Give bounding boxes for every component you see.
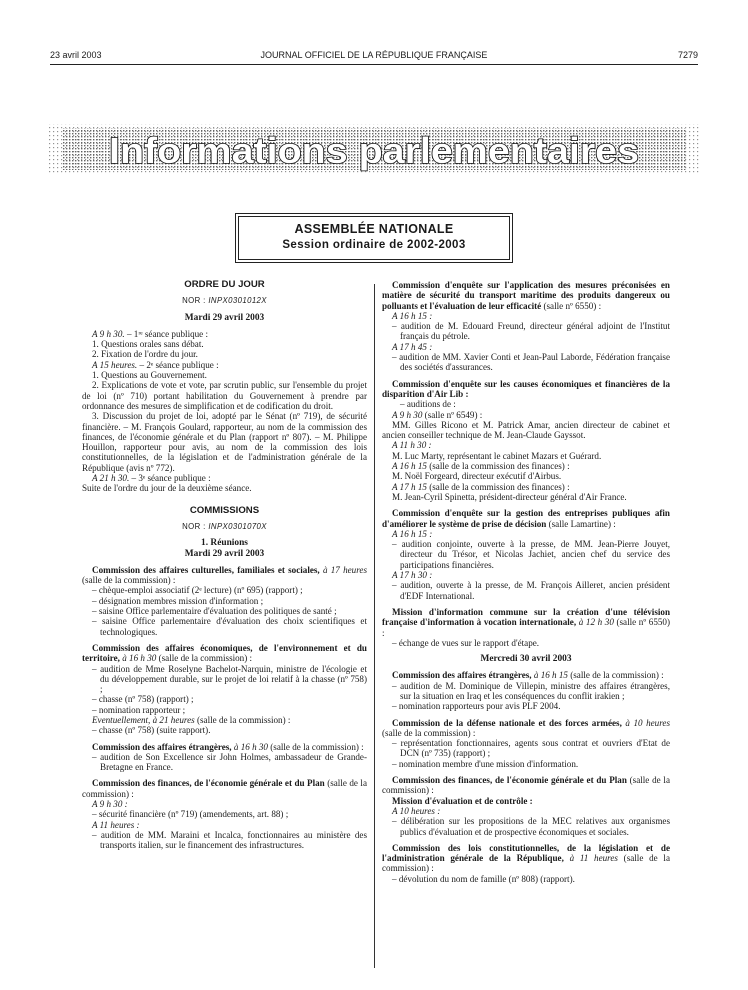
left-column bbox=[82, 280, 367, 851]
right-column bbox=[382, 280, 670, 884]
date-heading: Mercredi 30 avril 2003 bbox=[480, 654, 572, 665]
commission-title: Commission des affaires économiques, de l'environnement et du territoire, à 16 h 30 (salle de la commission) : bbox=[82, 642, 367, 664]
agenda-item: – audition de Mme Roselyne Bachelot-Narquin, ministre de l'écologie et du développement durable, sur le projet de loi relatif à la chasse (nº 758) ; bbox=[92, 663, 367, 695]
agenda-item: – dévolution du nom de famille (nº 808) (rapport). bbox=[392, 873, 575, 884]
commission-title: Commission de la défense nationale et des forces armées, à 10 heures (salle de la commission) : bbox=[382, 717, 670, 738]
agenda-item: – audition, ouverte à la presse, de M. François Ailleret, ancien président d'EDF International. bbox=[392, 580, 670, 601]
reunions-heading: 1. Réunions bbox=[201, 538, 248, 549]
header-page-number: 7279 bbox=[677, 50, 698, 60]
agenda-item: M. Noël Forgeard, directeur exécutif d'Airbus. bbox=[392, 471, 562, 482]
agenda-item: 1. Questions au Gouvernement. bbox=[92, 370, 207, 381]
agenda-item: M. Luc Marty, représentant le cabinet Mazars et Guérard. bbox=[392, 450, 602, 461]
session-line: A 9 h 30. – 1ʳᵉ séance publique : bbox=[92, 328, 209, 339]
section-banner bbox=[48, 118, 700, 180]
commission-title: Commission des finances, de l'économie générale et du Plan (salle de la commission) : bbox=[82, 778, 367, 799]
commission-title: Commission des affaires culturelles, familiales et sociales, à 17 heures (salle de la commission) : bbox=[82, 564, 367, 586]
banner-title: Informations parlementaires bbox=[109, 130, 639, 171]
time-line: A 9 h 30 (salle nº 6549) : bbox=[392, 409, 483, 420]
commission-title: Commission d'enquête sur l'application des mesures préconisées en matière de sécurité du transport maritime des produits dangereux ou polluants et l'évaluation de leur efficacité (salle nº 6550) : bbox=[382, 280, 670, 311]
agenda-item: – nomination rapporteur ; bbox=[92, 704, 186, 715]
header-date: 23 avril 2003 bbox=[50, 50, 102, 60]
agenda-item: – nomination membre d'une mission d'information. bbox=[392, 758, 579, 769]
agenda-item: – saisine Office parlementaire d'évaluation des politiques de santé ; bbox=[92, 606, 337, 617]
agenda-item: – chèque-emploi associatif (2ᵉ lecture) (nº 695) (rapport) ; bbox=[92, 585, 303, 596]
session-subtitle: Session ordinaire de 2002-2003 bbox=[282, 239, 466, 251]
agenda-item: – sécurité financière (nº 719) (amendements, art. 88) ; bbox=[92, 809, 289, 820]
session-line: A 15 heures. – 2ᵉ séance publique : bbox=[92, 359, 219, 370]
session-line: A 21 h 30. – 3ᵉ séance publique : bbox=[92, 473, 211, 484]
commission-title: Commission d'enquête sur la gestion des entreprises publiques afin d'améliorer le système de prise de décision (salle Lamartine) : bbox=[382, 508, 670, 529]
time-line: A 10 heures : bbox=[392, 805, 441, 816]
ordre-du-jour-heading: ORDRE DU JOUR bbox=[184, 279, 265, 290]
agenda-item: MM. Gilles Ricono et M. Patrick Amar, ancien directeur de cabinet et ancien conseiller technique de M. Jean-Claude Gayssot. bbox=[382, 419, 670, 441]
assembly-title: ASSEMBLÉE NATIONALE bbox=[294, 222, 454, 236]
time-line: A 16 h 15 : bbox=[392, 310, 433, 321]
agenda-item: 3. Discussion du projet de loi, adopté par le Sénat (nº 719), de sécurité financière. – M. François Goulard, rapporteur, au nom de la commission des finances, de l'économie générale et du Plan (rapport nº 807). – M. Philippe Houillon, rapporteur pour avis, au nom de la commission des lois constitutionnelles, de la législation et de l'administration générale de la République (avis nº 772). bbox=[82, 411, 367, 473]
agenda-item: 1. Questions orales sans débat. bbox=[92, 339, 204, 350]
time-line: A 16 h 15 (salle de la commission des finances) : bbox=[392, 461, 570, 472]
commission-title: Commission des affaires étrangères, à 16 h 15 (salle de la commission) : bbox=[392, 670, 664, 681]
assembly-title-box bbox=[238, 216, 510, 260]
page-header bbox=[50, 50, 698, 64]
time-line: A 16 h 15 : bbox=[392, 528, 433, 539]
time-line: A 11 heures : bbox=[92, 819, 140, 830]
agenda-item: 2. Explications de vote et vote, par scrutin public, sur l'ensemble du projet de loi (nº 710) portant habilitation du Gouvernement à prendre par ordonnance des mesures de simplification et de codification du droit. bbox=[82, 380, 367, 411]
agenda-item: – audition conjointe, ouverte à la presse, de MM. Jean-Pierre Jouyet, directeur du Trésor, et Nicolas Jachiet, ancien chef du service des participations financières. bbox=[392, 539, 670, 570]
time-line: A 17 h 30 : bbox=[392, 570, 433, 581]
agenda-item: – représentation fonctionnaires, agents sous contrat et ouvriers d'Etat de DCN (nº 735) (rapport) ; bbox=[392, 738, 670, 759]
agenda-item: – chasse (nº 758) (suite rapport). bbox=[92, 725, 211, 736]
agenda-item: – audition de M. Dominique de Villepin, ministre des affaires étrangères, sur la situation en Iraq et les conséquences du conflit irakien ; bbox=[392, 680, 670, 701]
agenda-item: – chasse (nº 758) (rapport) ; bbox=[92, 694, 194, 705]
column-divider bbox=[374, 284, 375, 968]
agenda-item: 2. Fixation de l'ordre du jour. bbox=[92, 349, 198, 360]
agenda-item: – audition de M. Edouard Freund, directeur général adjoint de l'Institut français du pétrole. bbox=[392, 321, 670, 342]
header-journal-title: JOURNAL OFFICIEL DE LA RÉPUBLIQUE FRANÇAISE bbox=[260, 50, 488, 60]
agenda-item: Suite de l'ordre du jour de la deuxième séance. bbox=[82, 483, 252, 494]
time-line: A 11 h 30 : bbox=[392, 440, 432, 451]
commission-title: Commission des lois constitutionnelles, de la législation et de l'administration générale de la République, à 11 heures (salle de la commission) : bbox=[382, 842, 670, 874]
time-line: A 17 h 15 (salle de la commission des finances) : bbox=[392, 481, 570, 492]
commission-title: Commission des finances, de l'économie générale et du Plan (salle de la commission) : bbox=[382, 775, 670, 796]
agenda-item: – désignation membres mission d'information ; bbox=[92, 595, 264, 606]
date-heading: Mardi 29 avril 2003 bbox=[184, 548, 265, 559]
agenda-item: – audition de Son Excellence sir John Holmes, ambassadeur de Grande-Bretagne en France. bbox=[92, 751, 367, 773]
nor-reference: NOR : INPX0301070X bbox=[182, 521, 267, 531]
header-rule bbox=[50, 64, 698, 65]
time-line: A 9 h 30 : bbox=[92, 799, 128, 810]
commission-title: Mission d'information commune sur la création d'une télévision française d'information à vocation internationale, à 12 h 30 (salle nº 6550) : bbox=[382, 606, 670, 638]
commission-title: Commission des affaires étrangères, à 16 h 30 (salle de la commission) : bbox=[92, 741, 364, 752]
agenda-item: M. Jean-Cyril Spinetta, président-directeur général d'Air France. bbox=[392, 491, 627, 502]
agenda-item: – audition de MM. Maraini et Incalca, fonctionnaires au ministère des transports italien, sur le financement des infrastructures. bbox=[92, 829, 367, 851]
agenda-item: – saisine Office parlementaire d'évaluation des choix scientifiques et technologiques. bbox=[92, 616, 367, 637]
agenda-item: – auditions de : bbox=[400, 399, 456, 410]
agenda-item: – audition de MM. Xavier Conti et Jean-Paul Laborde, Fédération française des sociétés d'assurances. bbox=[392, 352, 670, 373]
date-heading: Mardi 29 avril 2003 bbox=[184, 312, 265, 323]
agenda-item: – échange de vues sur le rapport d'étape. bbox=[392, 637, 540, 648]
commissions-heading: COMMISSIONS bbox=[189, 504, 260, 516]
session-line: Eventuellement, à 21 heures (salle de la commission) : bbox=[92, 714, 291, 725]
commission-title: Commission d'enquête sur les causes économiques et financières de la disparition d'Air Lib : bbox=[382, 378, 670, 399]
agenda-item: – délibération sur les propositions de la MEC relatives aux organismes publics d'évaluation et de prospective économiques et sociales. bbox=[392, 816, 670, 837]
nor-reference: NOR : INPX0301012X bbox=[182, 296, 267, 306]
mission-subheading: Mission d'évaluation et de contrôle : bbox=[392, 795, 533, 806]
agenda-item: – nomination rapporteurs pour avis PLF 2004. bbox=[392, 701, 561, 712]
time-line: A 17 h 45 : bbox=[392, 341, 433, 352]
